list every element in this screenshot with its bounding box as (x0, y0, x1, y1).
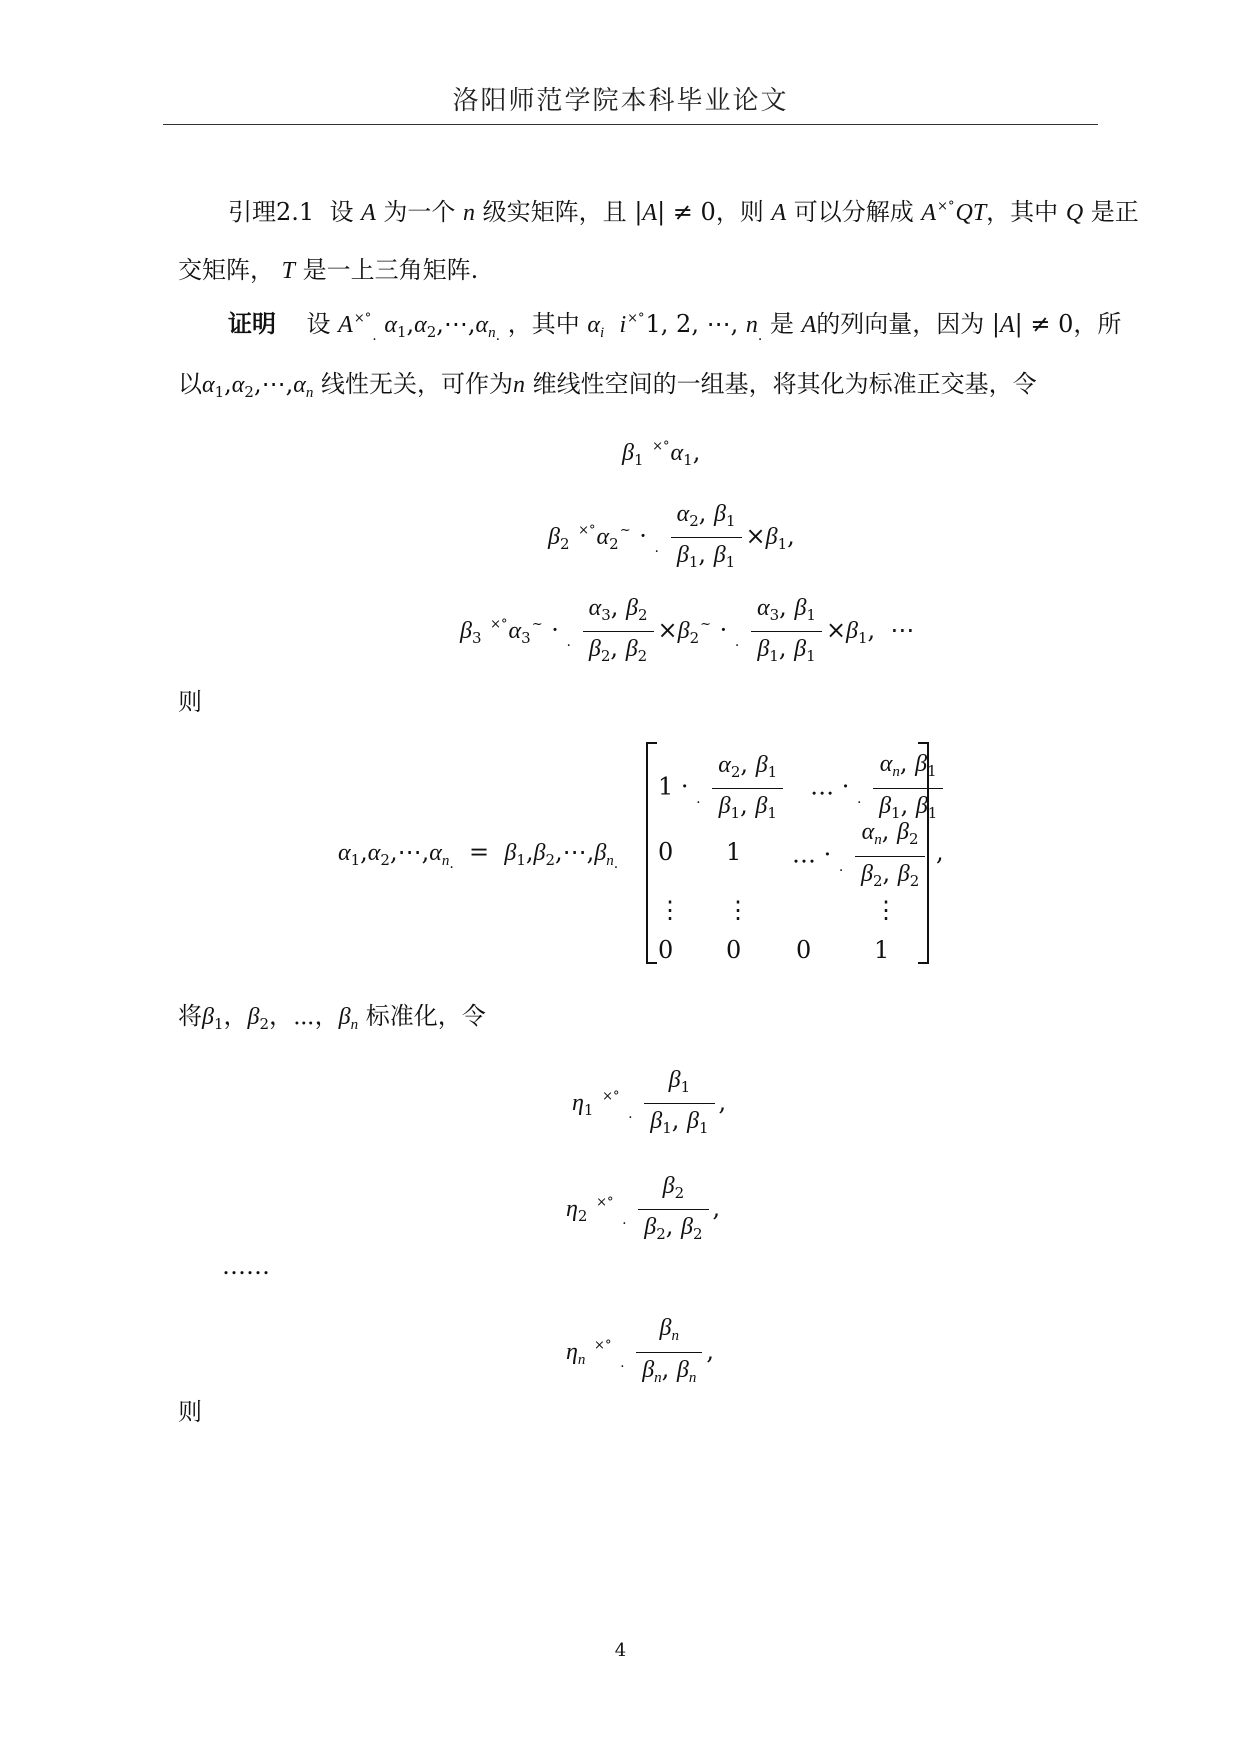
lemma-text-2: 为一个 (383, 198, 456, 226)
connector-ze-1: 则 (178, 688, 202, 716)
matrix-row-2-col-2: 1 (726, 838, 742, 866)
proof-label: 证明 (228, 309, 276, 338)
normalize-line: 将$\beta_1$，$\beta_2$，⋯，$\beta_n$ 标准化，令 (178, 1002, 486, 1033)
normalize-text-1: 将 (178, 1002, 202, 1030)
ellipsis-line: …… (222, 1252, 270, 1280)
matrix-row-1: 1 · $_.$ $\frac{\alpha_2, \beta_1}{\beta_1, \beta_1}$ … · $_.$ $\frac{\alpha_n, \beta_1}{\beta_1, \beta_1}$ (658, 750, 947, 826)
matrix-cell: … (792, 840, 816, 869)
proof-line-1: 证明 设 $A^{\times^\circ}_.$ $\alpha_1,\alpha_2,\cdots,\alpha_{n.}$ ，其中 $\alpha_i$ i×°1, 2, ⋯, $n_.$ 是 A的列向量，因为 |A| ≠ 0，所 (228, 309, 1122, 344)
page-header-title: 洛阳师范学院本科毕业论文 (452, 86, 789, 116)
equation-beta-3: $\beta_3$ $^{\times^\circ}\alpha_3^\sim \cdot _.$ $\frac{\alpha_3, \beta_2}{\beta_2, \beta_2}$ $\times\beta_2^\sim \cdot _.$ $\frac{\alpha_3, \beta_1}{\beta_1, \beta_1}$ $\times\beta_1$, ⋯ (460, 593, 915, 665)
matrix-row-4-col-1: 0 (658, 936, 674, 964)
matrix-row-3-col-2: ⋮ (726, 896, 750, 924)
lemma-text-4: ，则 (715, 198, 764, 226)
proof-line2-text-3: 维线性空间的一组基，将其化为标准正交基，令 (532, 370, 1037, 398)
lemma-text-3: 级实矩阵，且 (482, 198, 627, 226)
matrix-row-4-col-4: 1 (874, 936, 890, 964)
equation-beta-1: $\beta_1$ $^{\times^\circ}\alpha_1$, (622, 438, 701, 469)
lemma-label: 引理 (228, 198, 276, 226)
lemma-number: 2.1 (276, 198, 315, 226)
lemma-line-2: 交矩阵， T 是一上三角矩阵. (178, 256, 479, 284)
matrix-cell: 1 (658, 772, 674, 801)
matrix-row-3-col-1: ⋮ (658, 896, 682, 924)
proof-line2-text-1: 以 (178, 370, 202, 398)
matrix-row-2-col-4: … · $_.$ $\frac{\alpha_n, \beta_2}{\beta_2, \beta_2}$ (792, 818, 929, 894)
header-divider (163, 124, 1098, 125)
lemma-line2-text-1: 交矩阵， (178, 256, 274, 284)
page-number: 4 (614, 1640, 627, 1661)
matrix-row-4-col-2: 0 (726, 936, 742, 964)
matrix-comma: , (936, 838, 944, 866)
equation-eta-n: $\eta_n$ ×° $_.$ $\frac{\beta_n}{\beta_n, \beta_n}$ , (566, 1315, 714, 1386)
lemma-text-6: ，其中 (986, 198, 1059, 226)
equation-eta-2: $\eta_2$ ×° $_.$ $\frac{\beta_2}{\beta_2, \beta_2}$ , (566, 1173, 721, 1243)
lemma-line-1: 引理2.1 设 A 为一个 n 级实矩阵，且 |A| ≠ 0，则 A 可以分解成 A×°QT，其中 Q 是正 (228, 198, 1139, 226)
lemma-text-7: 是正 (1090, 198, 1139, 226)
matrix-row-2-col-1: 0 (658, 838, 674, 866)
matrix-equation-lhs: $\alpha_1,\alpha_2,\cdots,\alpha_{n.}$ = $\beta_1,\beta_2,\cdots,\beta_{n.}$ (338, 838, 619, 872)
lemma-text-5: 可以分解成 (793, 198, 914, 226)
connector-ze-2: 则 (178, 1398, 202, 1426)
proof-line2-text-2: 线性无关，可作为 (320, 370, 513, 398)
proof-text-1: 设 (306, 310, 331, 338)
normalize-text-2: 标准化，令 (365, 1002, 486, 1030)
proof-text-5: ，所 (1073, 310, 1122, 338)
equation-eta-1: $\eta_1$ ×° $_.$ $\frac{\beta_1}{\beta_1, \beta_1}$ , (572, 1067, 727, 1137)
equation-beta-2: $\beta_2$ $^{\times^\circ}\alpha_2^\sim \cdot _.$ $\frac{\alpha_2, \beta_1}{\beta_1, \beta_1}$ $\times\beta_1$, (548, 499, 795, 571)
matrix-cell: … (810, 772, 835, 801)
matrix-left-bracket (646, 742, 657, 964)
lemma-line2-text-2: 是一上三角矩阵. (302, 256, 479, 284)
proof-text-3: 是 (769, 310, 794, 338)
matrix-row-3-col-4: ⋮ (874, 896, 898, 924)
proof-line-2: 以$\alpha_1,\alpha_2,\cdots,\alpha_n$ 线性无关，可作为n 维线性空间的一组基，将其化为标准正交基，令 (178, 370, 1037, 401)
matrix-row-4-col-3: 0 (796, 936, 812, 964)
proof-text-4: 的列向量，因为 (816, 310, 985, 338)
proof-text-2: ，其中 (507, 310, 580, 338)
lemma-text-1: 设 (329, 198, 354, 226)
